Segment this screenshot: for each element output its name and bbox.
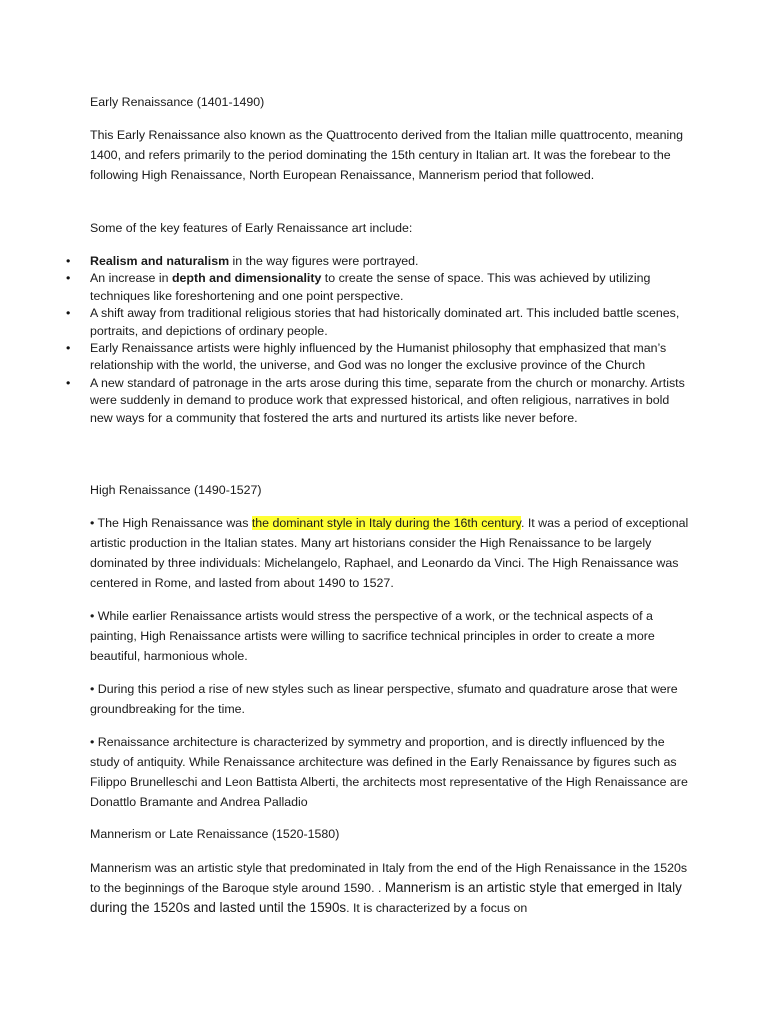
list-item <box>90 253 690 270</box>
paragraph-text: • The High Renaissance was <box>90 516 252 530</box>
list-item <box>90 305 690 340</box>
bullet-text: Early Renaissance artists were highly influenced by the Humanist philosophy that emphasized that man’s relationship with the world, the universe, and God was no longer the exclusive province of the Church <box>90 341 667 373</box>
early-features-list <box>90 253 690 427</box>
highlighted-text: the dominant style in Italy during the 16th century <box>251 516 521 530</box>
bullet-text: to create the sense of space. This was achieved by utilizing techniques like foreshortening and one point perspective. <box>90 271 651 303</box>
bold-phrase: depth and dimensionality <box>171 271 322 286</box>
bullet-text: An increase in <box>90 271 172 286</box>
paragraph-text-large: Mannerism is an artistic style that emerged in Italy during the 1520s and lasted until the 1590s <box>90 880 682 915</box>
list-item <box>90 340 690 375</box>
list-item <box>90 375 690 427</box>
high-renaissance-paragraph-4: • Renaissance architecture is characterized by symmetry and proportion, and is directly influenced by the study of antiquity. While Renaissance architecture was defined in the Early Renaissance by figures such as Filippo Brunelleschi and Leon Battista Alberti, the architects most representative of the High Renaissance are Donattlo Bramante and Andrea Palladio <box>90 735 688 809</box>
paragraph-text: . It is characterized by a focus on <box>346 901 528 915</box>
early-renaissance-heading: Early Renaissance (1401-1490) <box>90 95 265 109</box>
bullet-text: A new standard of patronage in the arts arose during this time, separate from the church or monarchy. Artists were suddenly in demand to produce work that expressed historical, and often religious, narratives in bold new ways for a community that fostered the arts and nurtured its artists like never before. <box>90 375 685 425</box>
list-item <box>90 270 690 305</box>
bullet-text: in the way figures were portrayed. <box>229 254 419 268</box>
mannerism-paragraph <box>90 858 690 918</box>
high-renaissance-paragraph-1 <box>90 513 690 593</box>
bullet-text: A shift away from traditional religious stories that had historically dominated art. This included battle scenes, portraits, and depictions of ordinary people. <box>90 306 680 338</box>
high-renaissance-paragraph-2: • While earlier Renaissance artists would stress the perspective of a work, or the technical aspects of a painting, High Renaissance artists were willing to sacrifice technical principles in order to create a more beautiful, harmonious whole. <box>90 609 655 663</box>
paragraph-text: Mannerism was an artistic style that predominated in Italy from the end of the High Renaissance in the 1520s to the beginnings of the Baroque style around 1590. . <box>90 861 688 895</box>
high-renaissance-paragraph-3: • During this period a rise of new styles such as linear perspective, sfumato and quadrature arose that were groundbreaking for the time. <box>90 682 678 716</box>
key-features-intro: Some of the key features of Early Renaissance art include: <box>90 221 413 235</box>
mannerism-heading: Mannerism or Late Renaissance (1520-1580) <box>90 827 340 841</box>
paragraph-text: . It was a period of exceptional artistic production in the Italian states. Many art historians consider the High Renaissance to be largely dominated by three individuals: Michelangelo, Raphael, and Leonardo da Vinci. The High Renaissance was centered in Rome, and lasted from about 1490 to 1527. <box>90 516 689 590</box>
early-renaissance-intro: This Early Renaissance also known as the Quattrocento derived from the Italian mille quattrocento, meaning 1400, and refers primarily to the period dominating the 15th century in Italian art. It was the forebear to the following High Renaissance, North European Renaissance, Mannerism period that followed. <box>90 128 683 182</box>
high-renaissance-heading: High Renaissance (1490-1527) <box>90 483 262 497</box>
bold-phrase: Realism and naturalism <box>90 254 230 268</box>
